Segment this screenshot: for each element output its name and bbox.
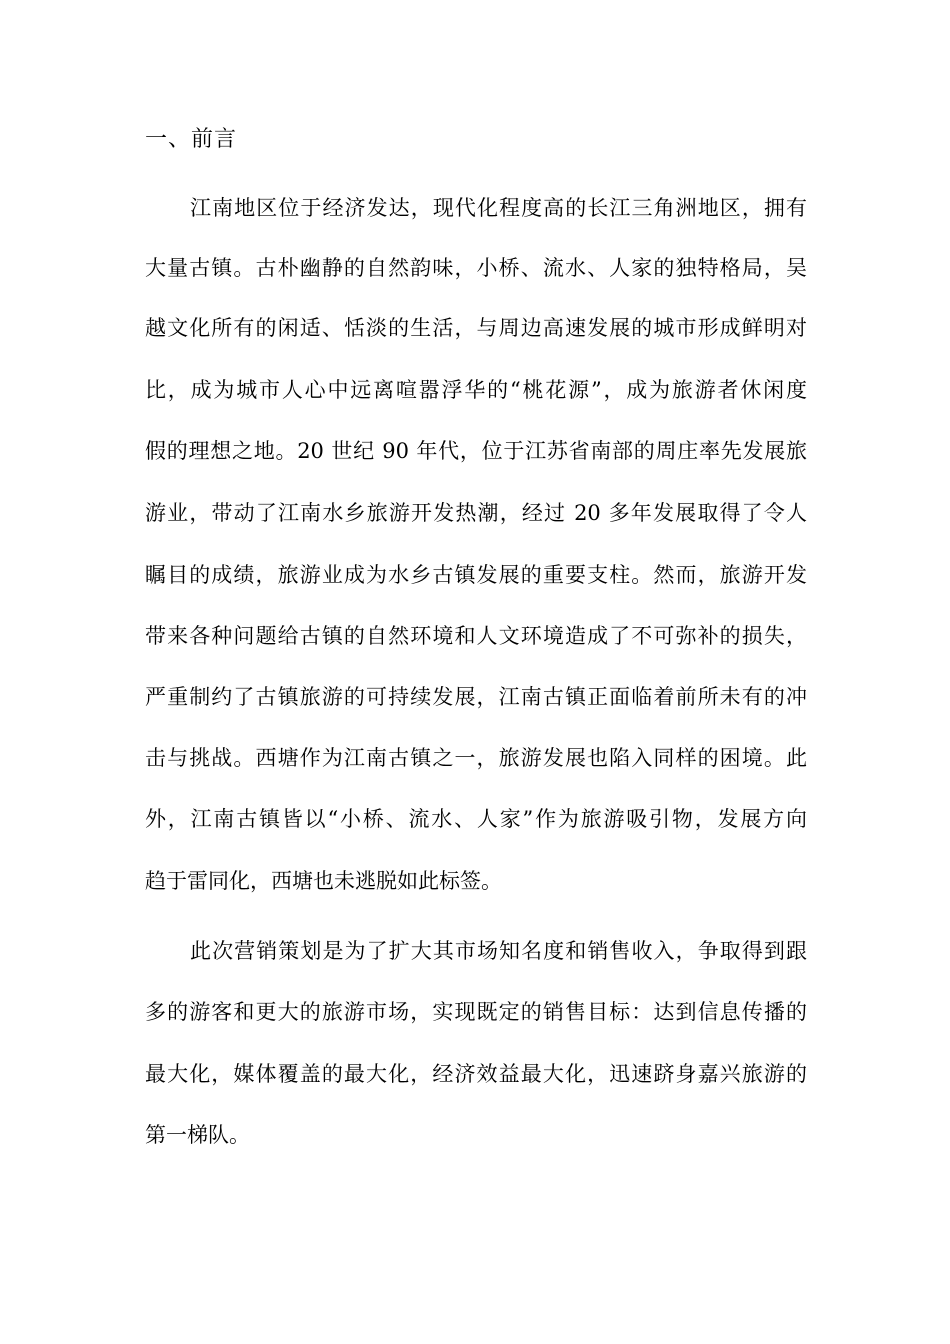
paragraph-1-line-9: 严重制约了古镇旅游的可持续发展，江南古镇正面临着前所未有的冲 [145,685,807,709]
paragraph-1-line-2: 大量古镇。古朴幽静的自然韵味，小桥、流水、人家的独特格局，吴 [145,256,807,280]
paragraph-2-line-1: 此次营销策划是为了扩大其市场知名度和销售收入，争取得到跟 [190,939,807,963]
paragraph-1-line-5: 假的理想之地。20 世纪 90 年代，位于江苏省南部的周庄率先发展旅 [145,439,807,463]
paragraph-2-line-4: 第一梯队。 [145,1123,250,1147]
paragraph-1-line-3: 越文化所有的闲适、恬淡的生活，与周边高速发展的城市形成鲜明对 [145,316,807,340]
paragraph-1-line-4: 比，成为城市人心中远离喧嚣浮华的“桃花源”，成为旅游者休闲度 [145,378,807,402]
paragraph-1-line-12: 趋于雷同化，西塘也未逃脱如此标签。 [145,869,502,893]
paragraph-1-line-1: 江南地区位于经济发达，现代化程度高的长江三角洲地区，拥有 [190,196,807,220]
paragraph-2-line-3: 最大化，媒体覆盖的最大化，经济效益最大化，迅速跻身嘉兴旅游的 [145,1062,807,1086]
paragraph-1-line-10: 击与挑战。西塘作为江南古镇之一，旅游发展也陷入同样的困境。此 [145,746,807,770]
section-heading: 一、前言 [145,127,238,152]
paragraph-1-line-8: 带来各种问题给古镇的自然环境和人文环境造成了不可弥补的损失， [145,624,807,648]
paragraph-1-line-7: 瞩目的成绩，旅游业成为水乡古镇发展的重要支柱。然而，旅游开发 [145,563,807,587]
paragraph-1-line-11: 外，江南古镇皆以“小桥、流水、人家”作为旅游吸引物，发展方向 [145,807,807,831]
paragraph-2-line-2: 多的游客和更大的旅游市场，实现既定的销售目标：达到信息传播的 [145,1000,807,1024]
paragraph-1-line-6: 游业，带动了江南水乡旅游开发热潮，经过 20 多年发展取得了令人 [145,501,807,525]
